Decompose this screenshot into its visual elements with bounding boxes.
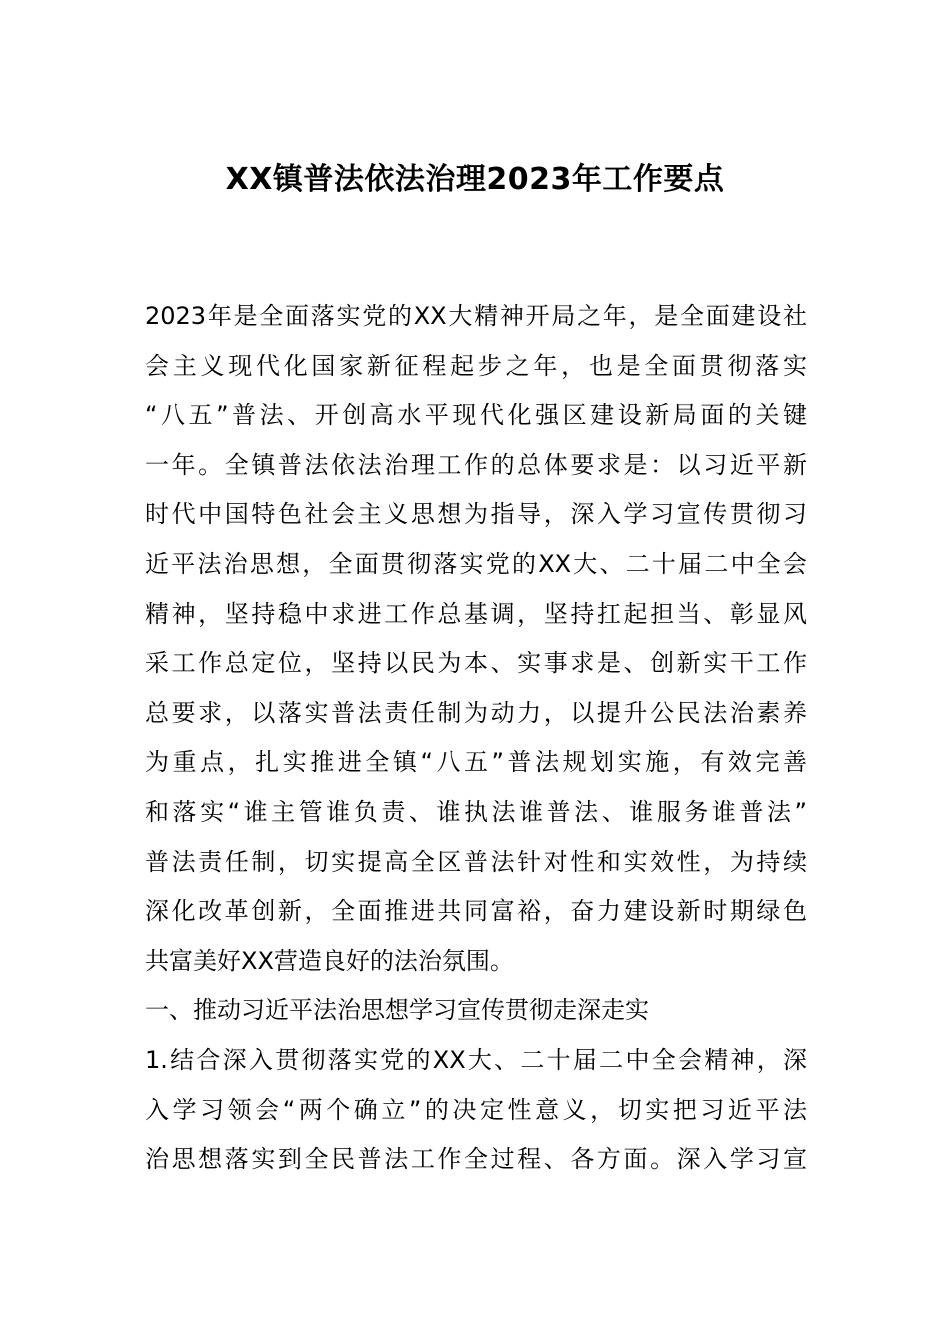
paragraph-line: 精神，坚持稳中求进工作总基调，坚持扛起担当、彰显风 bbox=[145, 599, 807, 628]
paragraph-line: 1.结合深入贯彻落实党的XX大、二十届二中全会精神，深 bbox=[145, 1045, 807, 1074]
paragraph-line: 深化改革创新，全面推进共同富裕，奋力建设新时期绿色 bbox=[145, 897, 807, 926]
paragraph-line: 入学习领会“两个确立”的决定性意义，切实把习近平法 bbox=[145, 1095, 807, 1124]
paragraph-line: 时代中国特色社会主义思想为指导，深入学习宣传贯彻习 bbox=[145, 500, 807, 529]
paragraph-line: 治思想落实到全民普法工作全过程、各方面。深入学习宣 bbox=[145, 1145, 807, 1174]
section-heading: 一、推动习近平法治思想学习宣传贯彻走深走实 bbox=[145, 996, 649, 1025]
paragraph-line: 普法责任制，切实提高全区普法针对性和实效性，为持续 bbox=[145, 847, 807, 876]
paragraph-line: 采工作总定位，坚持以民为本、实事求是、创新实干工作 bbox=[145, 649, 807, 678]
document-body bbox=[145, 292, 807, 1185]
paragraph-line: 2023年是全面落实党的XX大精神开局之年，是全面建设社 bbox=[145, 302, 807, 330]
paragraph-line: 会主义现代化国家新征程起步之年，也是全面贯彻落实 bbox=[145, 351, 807, 380]
paragraph-line: 一年。全镇普法依法治理工作的总体要求是：以习近平新 bbox=[145, 450, 807, 479]
paragraph-line: “八五”普法、开创高水平现代化强区建设新局面的关键 bbox=[145, 401, 807, 430]
paragraph-line: 和落实“谁主管谁负责、谁执法谁普法、谁服务谁普法” bbox=[145, 797, 807, 826]
document-title: XX镇普法依法治理2023年工作要点 bbox=[225, 162, 725, 197]
paragraph-line: 为重点，扎实推进全镇“八五”普法规划实施，有效完善 bbox=[145, 748, 807, 777]
paragraph-line: 近平法治思想，全面贯彻落实党的XX大、二十届二中全会 bbox=[145, 549, 807, 578]
paragraph-line: 总要求，以落实普法责任制为动力，以提升公民法治素养 bbox=[145, 698, 807, 727]
paragraph-line: 共富美好XX营造良好的法治氛围。 bbox=[145, 946, 514, 975]
